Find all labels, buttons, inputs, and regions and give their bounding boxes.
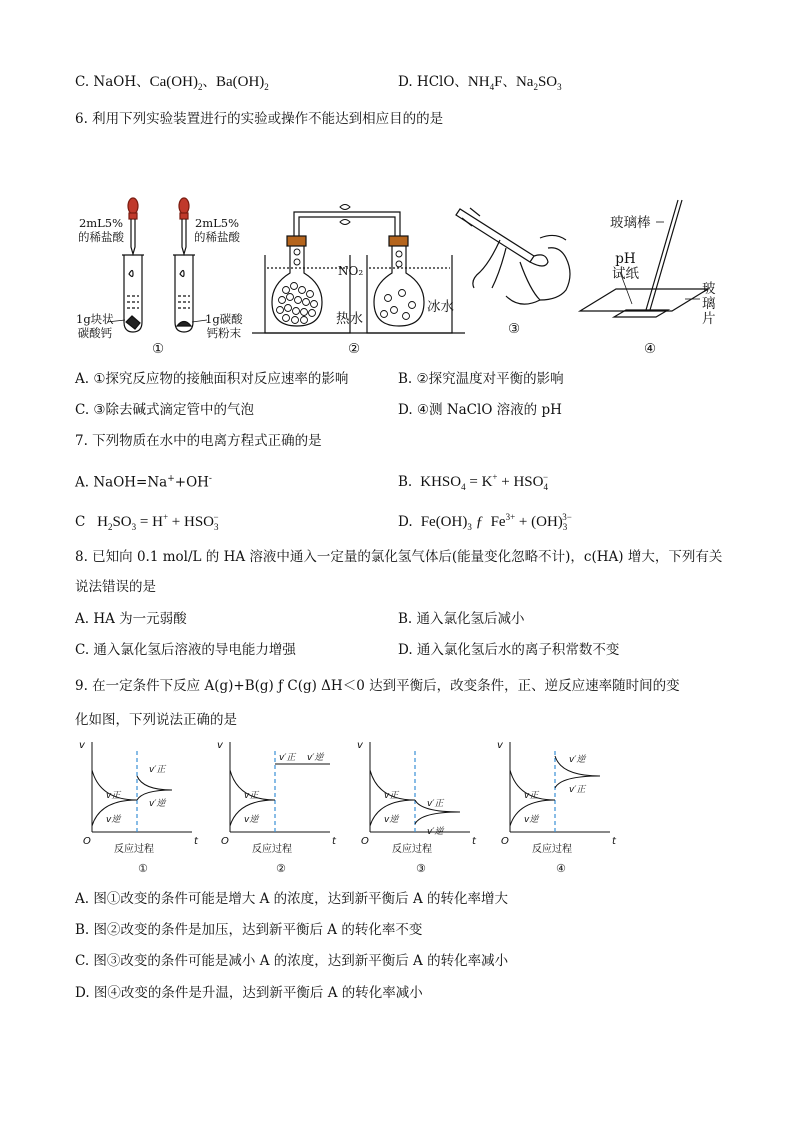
fig1-left-acid-label: 2mL5% 的稀盐酸 <box>78 216 124 244</box>
graph2-origin-label: O <box>221 836 229 847</box>
fig1-right-solid-label: 1g碳酸 钙粉末 <box>205 312 243 340</box>
graph2-vfwd-label: v正 <box>244 791 259 801</box>
q8-option-a: A. HA 为一元弱酸 <box>75 611 187 627</box>
q6-stem: 6. 利用下列实验装置进行的实验或操作不能达到相应目的的是 <box>75 111 444 127</box>
q5-option-c: C. NaOH、$Ca(OH)_2$、$Ba(OH)_2$ <box>75 74 269 92</box>
q7-option-b: B. $KHSO_4 = K^+ + HSO_4^-$ <box>398 472 549 492</box>
graph1-v2fwd-curve <box>137 776 172 790</box>
graph1-number: ① <box>138 862 148 875</box>
q8-stem-line1: 8. 已知向 0.1 mol/L 的 HA 溶液中通入一定量的氯化氢气体后(能量变化忽略不计)，c(HA) 增大，下列有关 <box>75 549 723 565</box>
graph3-v2rev-curve <box>415 812 460 824</box>
q8-option-b: B. 通入氯化氢后减小 <box>398 611 525 627</box>
q7-option-d: D. $Fe(OH)_3$ ƒ $Fe^{3+} + (OH)_3^{3-}$ <box>398 512 572 532</box>
fig4-glass-label: 玻 璃 片 <box>702 281 716 327</box>
graph3-origin-label: O <box>361 836 369 847</box>
graph1-vfwd-curve <box>92 770 137 800</box>
fig3-burette-hands <box>456 208 570 304</box>
graph3-v2fwd-label: v′正 <box>427 799 444 809</box>
graph2-v-label: v <box>217 740 223 751</box>
graph3-v2fwd-curve <box>415 800 460 812</box>
q8-option-d: D. 通入氯化氢后水的离子积常数不变 <box>398 642 620 658</box>
q9-option-c: C. 图③改变的条件可能是减小 A 的浓度，达到新平衡后 A 的转化率减小 <box>75 953 509 969</box>
q8-option-c: C. 通入氯化氢后溶液的导电能力增强 <box>75 642 296 658</box>
q9-option-d: D. 图④改变的条件是升温，达到新平衡后 A 的转化率减小 <box>75 985 423 1001</box>
q6-option-d: D. ④测 NaClO 溶液的 pH <box>398 402 562 418</box>
fig1-right-acid-label: 2mL5% 的稀盐酸 <box>194 216 240 244</box>
graph4-v2fwd-label: v′正 <box>569 785 586 795</box>
graph2-number: ② <box>276 862 286 875</box>
fig2-ice-water-label: 冰水 <box>427 299 454 315</box>
q7-option-a: A. NaOH=Na++OH- <box>75 474 212 491</box>
fig2-no2-label: NO₂ <box>338 264 364 278</box>
graph3-vfwd-curve <box>370 770 415 800</box>
graph4-v2fwd-curve <box>555 776 600 788</box>
q7-option-c: C $H_2SO_3 = H^+ + HSO_3^-$ <box>75 512 219 532</box>
graph1-v-label: v <box>79 740 85 751</box>
graph2-v2fwd-label: v′正 <box>279 753 296 763</box>
q5-option-d: D. HClO、$NH_4F$、$Na_2SO_3$ <box>398 74 562 92</box>
graph2-vfwd-curve <box>230 770 275 800</box>
graph4-t-label: t <box>612 836 616 847</box>
graph2-v2rev-label: v′逆 <box>307 753 324 763</box>
q6-option-b: B. ②探究温度对平衡的影响 <box>398 371 564 387</box>
graph4-vfwd-curve <box>510 770 555 800</box>
graph3-number: ③ <box>416 862 426 875</box>
graph4-v2rev-label: v′逆 <box>569 755 586 765</box>
q9-option-b: B. 图②改变的条件是加压，达到新平衡后 A 的转化率不变 <box>75 922 423 938</box>
q6-option-a: A. ①探究反应物的接触面积对反应速率的影响 <box>75 371 349 387</box>
graph1-origin-label: O <box>83 836 91 847</box>
graph3-t-label: t <box>472 836 476 847</box>
graph1-vrev-label: v逆 <box>106 815 121 825</box>
q9-stem-line2: 化如图，下列说法正确的是 <box>75 712 237 728</box>
graph2-t-label: t <box>332 836 336 847</box>
graph3-xlabel: 反应过程 <box>392 844 432 855</box>
graph3-v2rev-label: v′逆 <box>427 827 444 837</box>
fig2-hot-water-label: 热水 <box>336 311 363 327</box>
q6-option-c: C. ③除去碱式滴定管中的气泡 <box>75 402 255 418</box>
graph4-xlabel: 反应过程 <box>532 844 572 855</box>
graph4-vrev-curve <box>510 800 555 826</box>
graph1-xlabel: 反应过程 <box>114 844 154 855</box>
graph2-vrev-curve <box>230 800 275 826</box>
graph4-vfwd-label: v正 <box>524 791 539 801</box>
q9-stem-line1: 9. 在一定条件下反应 A(g)+B(g) ƒ C(g) ΔH＜0 达到平衡后，改变条件，正、逆反应速率随时间的变 <box>75 678 680 694</box>
fig4-paper-label: pH 试纸 <box>612 251 639 282</box>
graph3-vfwd-label: v正 <box>384 791 399 801</box>
graph4-number: ④ <box>556 862 566 875</box>
graph4-origin-label: O <box>501 836 509 847</box>
fig4-number: ④ <box>644 341 657 357</box>
graph1-v2rev-curve <box>137 790 172 800</box>
graph1-v2rev-label: v′逆 <box>149 799 166 809</box>
graph4-v2rev-curve <box>555 756 600 776</box>
fig4-rod-label: 玻璃棒 <box>610 215 651 231</box>
graph1-t-label: t <box>194 836 198 847</box>
graph1-vfwd-label: v正 <box>106 791 121 801</box>
q7-stem: 7. 下列物质在水中的电离方程式正确的是 <box>75 433 322 449</box>
graph1-v2fwd-label: v′正 <box>149 765 166 775</box>
fig1-number: ① <box>152 341 165 357</box>
graph4-v-label: v <box>497 740 503 751</box>
graph2-xlabel: 反应过程 <box>252 844 292 855</box>
fig3-number: ③ <box>508 321 521 337</box>
graph3-v-label: v <box>357 740 363 751</box>
graph3-vrev-label: v逆 <box>384 815 399 825</box>
q9-option-a: A. 图①改变的条件可能是增大 A 的浓度，达到新平衡后 A 的转化率增大 <box>75 891 508 907</box>
graph3-vrev-curve <box>370 800 415 826</box>
graph2-vrev-label: v逆 <box>244 815 259 825</box>
fig2-number: ② <box>348 341 361 357</box>
graph4-vrev-label: v逆 <box>524 815 539 825</box>
fig1-left-solid-label: 1g块状 碳酸钙 <box>76 312 114 340</box>
q8-stem-line2: 说法错误的是 <box>75 579 156 595</box>
graph1-vrev-curve <box>92 800 137 826</box>
